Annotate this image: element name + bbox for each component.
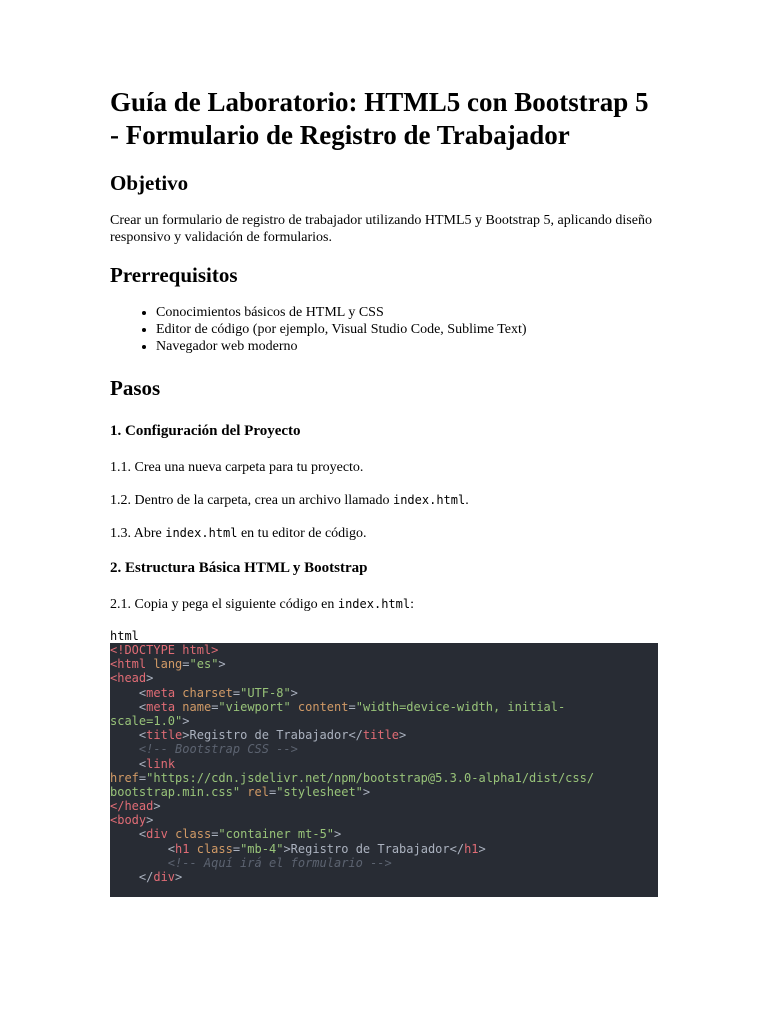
- step-1-3-end: en tu editor de código.: [237, 526, 367, 541]
- heading-prerrequisitos: Prerrequisitos: [110, 263, 238, 287]
- heading-step1: 1. Configuración del Proyecto: [110, 423, 301, 439]
- page-title: Guía de Laboratorio: HTML5 con Bootstrap 5 - Formulario de Registro de Trabajador: [110, 87, 649, 150]
- list-item: • Conocimientos básicos de HTML y CSS: [156, 304, 658, 321]
- step-2-1-text: 2.1. Copia y pega el siguiente código en: [110, 597, 338, 612]
- step-1-1: [110, 459, 658, 476]
- step-1-2-text: 1.2. Dentro de la carpeta, crea un archivo llamado: [110, 493, 393, 508]
- objetivo-text: Crear un formulario de registro de trabajador utilizando HTML5 y Bootstrap 5, aplicando diseño responsivo y validación de formularios.: [110, 213, 652, 245]
- inline-code: index.html: [392, 493, 466, 507]
- step-2-1: [110, 596, 658, 613]
- inline-code: index.html: [337, 597, 411, 611]
- code-block: <!DOCTYPE html> <html lang="es"> <head> <meta charset="UTF-8"> <meta name="viewport" content="width=device-width, initial- scale=1.0"> <title>Registro de Trabajador</title> <!-- Bootstrap CSS --> <link href="https://cdn.jsdelivr.net/npm/bootstrap@5.3.0-alpha1/dist/css/ bootstrap.min.css" rel="stylesheet"> </head> <body> <div class="container mt-5"> <h1 class="mb-4">Registro de Trabajador</h1> <!-- Aquí irá el formulario --> </div>: [110, 643, 658, 897]
- code-doctype: <!DOCTYPE html>: [110, 643, 219, 657]
- code-language-label: html: [110, 629, 139, 643]
- step-1-1-text: 1.1. Crea una nueva carpeta para tu proyecto.: [110, 460, 364, 475]
- heading-objetivo: Objetivo: [110, 171, 189, 195]
- step-1-3: [110, 525, 658, 542]
- step-1-3-text: 1.3. Abre: [110, 526, 166, 541]
- step-1-2-end: .: [465, 493, 469, 508]
- prerrequisitos-list: [110, 304, 658, 355]
- inline-code: index.html: [165, 526, 238, 540]
- step-2-1-end: :: [410, 597, 414, 612]
- heading-pasos: Pasos: [110, 376, 161, 400]
- list-item: • Editor de código (por ejemplo, Visual Studio Code, Sublime Text): [156, 321, 658, 338]
- heading-step2: 2. Estructura Básica HTML y Bootstrap: [110, 560, 368, 576]
- step-1-2: [110, 492, 658, 509]
- list-item: • Navegador web moderno: [156, 338, 658, 355]
